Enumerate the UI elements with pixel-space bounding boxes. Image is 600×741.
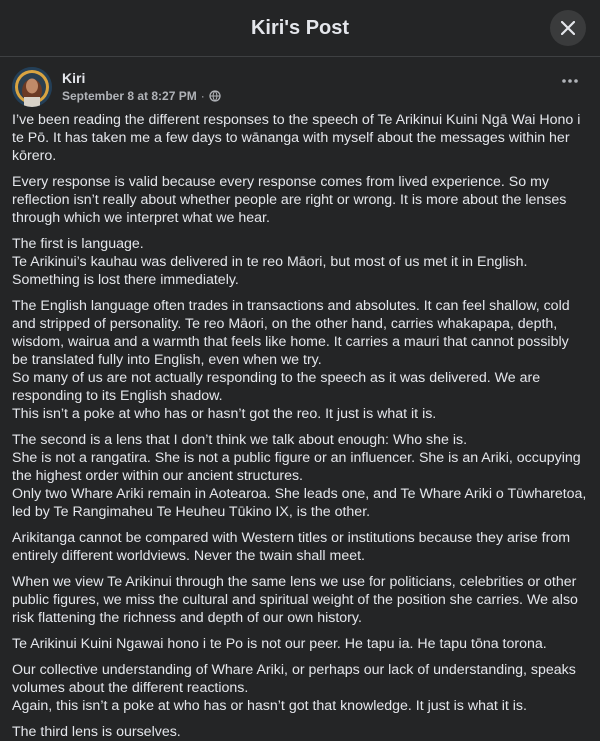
post-paragraph: The first is language. Te Arikinui’s kauhau was delivered in te reo Māori, but most of us met it in English. Something is lost there immediately.	[12, 236, 528, 288]
post-subline	[62, 88, 221, 104]
dialog-header	[0, 0, 600, 57]
dialog-title: Kiri's Post	[250, 16, 350, 39]
post-paragraph: Our collective understanding of Whare Ariki, or perhaps our lack of understanding, speaks volumes about the different reactions. Again, this isn’t a poke at who has or hasn’t got that knowledge. It just is what it is.	[12, 662, 576, 714]
avatar[interactable]	[12, 67, 52, 107]
more-icon	[562, 79, 578, 83]
post-timestamp[interactable]: September 8 at 8:27 PM	[62, 89, 197, 103]
post-paragraph: The English language often trades in transactions and absolutes. It can feel shallow, cold and stripped of personality. Te reo Māori, on the other hand, carries whakapapa, depth, wisdom, wairua and a warmth that feels like home. It carries a mauri that cannot possibly be translated fully into English, even when we try. So many of us are not actually responding to the speech as it was delivered. We are responding to its English shadow. This isn’t a poke at who has or hasn’t got the reo. It just is what it is.	[12, 298, 570, 422]
post-paragraph: I’ve been reading the different responses to the speech of Te Arikinui Kuini Ngā Wai Hono i te Pō. It has taken me a few days to wānanga with myself about the messages within her kōrero.	[12, 112, 581, 164]
post-paragraph: The third lens is ourselves.	[12, 724, 181, 740]
separator-dot: ·	[200, 89, 205, 103]
author-name[interactable]: Kiri	[62, 70, 86, 86]
globe-icon	[209, 90, 221, 102]
post-paragraph: The second is a lens that I don’t think we talk about enough: Who she is. She is not a rangatira. She is not a public figure or an influencer. She is an Ariki, occupying the highest order within our ancient structures. Only two Whare Ariki remain in Aotearoa. She leads one, and Te Whare Ariki o Tūwharetoa, led by Te Rangimaheu Te Heuheu Tūkino IX, is the other.	[12, 432, 587, 520]
post-paragraph: Te Arikinui Kuini Ngawai hono i te Po is not our peer. He tapu ia. He tapu tōna torona.	[12, 636, 547, 652]
post-header	[0, 57, 600, 111]
post-paragraph: When we view Te Arikinui through the same lens we use for politicians, celebrities or other public figures, we miss the cultural and spiritual weight of the position she carries. We also risk flattening the richness and depth of our own history.	[12, 574, 578, 626]
post-meta	[62, 67, 221, 104]
post-paragraph: Arikitanga cannot be compared with Western titles or institutions because they arise from entirely different worldviews. Never the twain shall meet.	[12, 530, 571, 564]
avatar-image	[12, 67, 52, 107]
post-paragraph: Every response is valid because every response comes from lived experience. So my reflection isn’t really about whether people are right or wrong. It is more about the lenses through which we interpret what we hear.	[12, 174, 567, 226]
more-options-button[interactable]	[556, 71, 584, 91]
close-icon	[561, 21, 575, 35]
post-body	[0, 111, 600, 741]
close-button[interactable]	[550, 10, 586, 46]
